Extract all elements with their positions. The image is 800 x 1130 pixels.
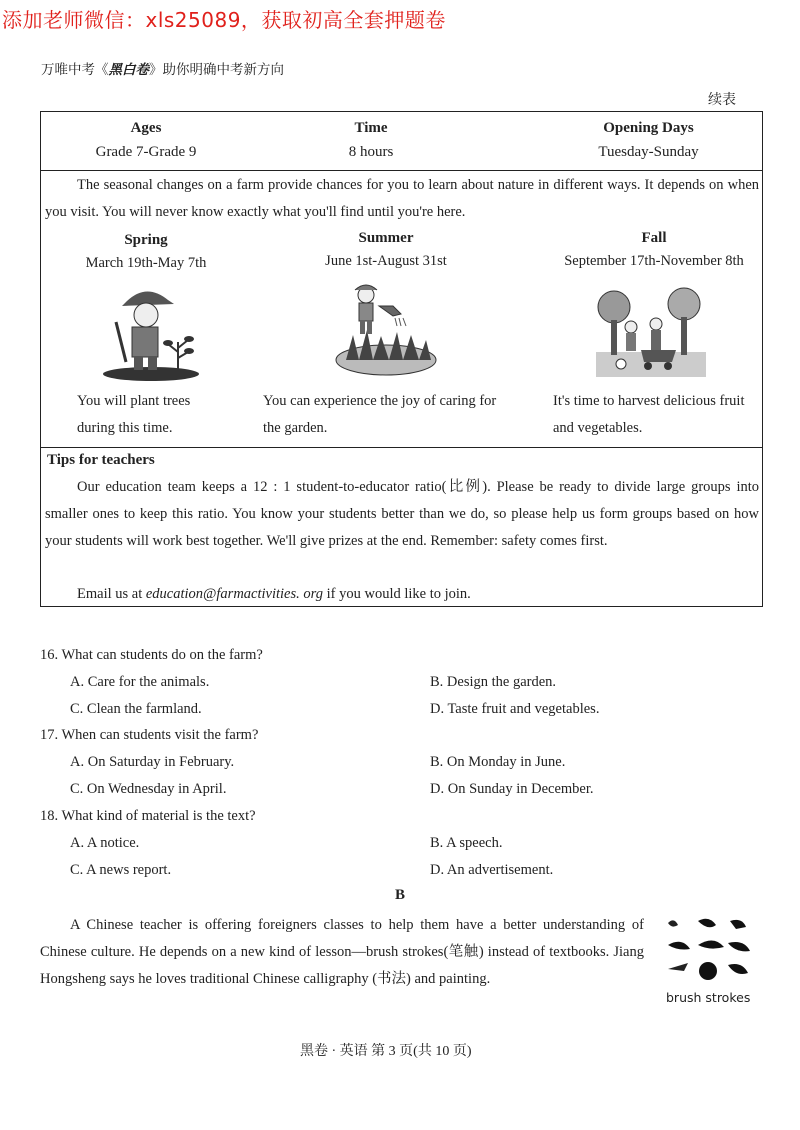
season-fall-title: Fall [641,230,667,246]
col-time-value: 8 hours [348,144,394,160]
child-planting-tree-icon [96,282,206,382]
q18-option-a: A. A notice. [70,835,140,851]
season-summer-desc: You can experience the joy of caring for the garden. [263,393,497,436]
header-suffix: 》助你明确中考新方向 [149,62,284,78]
season-spring [61,232,231,272]
q18-option-c: C. A news report. [70,862,172,878]
col-ages-value: Grade 7-Grade 9 [95,144,197,160]
email-link: education@farmactivities. org [145,586,323,602]
tips-text: Our education team keeps a 12 : 1 student-to-educator ratio(比例). Please be ready to divide large groups into smaller ones to keep this ratio. You know your students better than we do, so please help us form groups based on how your students will work best together. We'll give prizes at the end. Remember: safety comes first. [45,479,759,549]
email-prefix: Email us at [77,586,146,602]
col-ages [61,120,231,161]
question-18: 18. What kind of material is the text? [40,808,256,824]
col-ages-title: Ages [130,120,162,136]
section-b-label: B [395,887,406,903]
continued-label: 续表 [708,92,736,108]
header-brand: 黑白卷 [108,62,149,78]
section-b-paragraph: A Chinese teacher is offering foreigners classes to help them have a better understanding of Chinese culture. He depends on a new kind of lesson—brush strokes(笔触) instead of textbooks. Jiang Hongsheng says he loves traditional Chinese calligraphy (书法) and painting. [40,917,644,987]
farm-info-table [40,111,763,607]
divider [41,170,762,171]
season-fall-desc: It's time to harvest delicious fruit and vegetables. [553,393,745,436]
q18-option-d: D. An advertisement. [430,862,554,878]
season-fall-dates: September 17th-November 8th [564,253,744,269]
q17-option-c: C. On Wednesday in April. [70,781,227,797]
child-watering-garden-icon [331,280,441,380]
q16-option-b: B. Design the garden. [430,674,557,690]
season-spring-desc: You will plant trees during this time. [77,393,191,436]
col-time [296,120,446,161]
season-summer-title: Summer [358,230,414,246]
watermark-banner: 添加老师微信：xls25089，获取初高全套押题卷 [2,8,446,32]
intro-text: The seasonal changes on a farm provide chances for you to learn about nature in different ways. It depends on when you visit. You will never know exactly what you'll find until you're here. [45,177,759,220]
season-spring-title: Spring [124,232,168,248]
page-footer: 黑卷 · 英语 第 3 页(共 10 页) [300,1044,472,1059]
col-opening-days-title: Opening Days [603,120,694,136]
tips-title: Tips for teachers [47,452,155,468]
col-time-title: Time [354,120,388,136]
brush-strokes-caption: brush strokes [666,990,751,1005]
col-opening-days [561,120,736,161]
q18-option-b: B. A speech. [430,835,503,851]
header-prefix: 万唯中考《 [41,62,109,78]
question-16: 16. What can students do on the farm? [40,647,263,663]
season-summer [296,230,476,270]
season-spring-dates: March 19th-May 7th [85,255,207,271]
question-17: 17. When can students visit the farm? [40,727,259,743]
email-line [77,581,757,608]
q17-option-d: D. On Sunday in December. [430,781,594,797]
family-harvesting-icon [596,282,706,382]
brush-strokes-icon [664,915,754,985]
page-header [41,58,284,78]
divider [41,447,762,448]
email-suffix: if you would like to join. [322,586,471,602]
col-opening-days-value: Tuesday-Sunday [598,144,699,160]
season-summer-dates: June 1st-August 31st [325,253,447,269]
season-fall [549,230,759,270]
q16-option-d: D. Taste fruit and vegetables. [430,701,600,717]
q16-option-c: C. Clean the farmland. [70,701,202,717]
q17-option-b: B. On Monday in June. [430,754,566,770]
q16-option-a: A. Care for the animals. [70,674,210,690]
q17-option-a: A. On Saturday in February. [70,754,235,770]
